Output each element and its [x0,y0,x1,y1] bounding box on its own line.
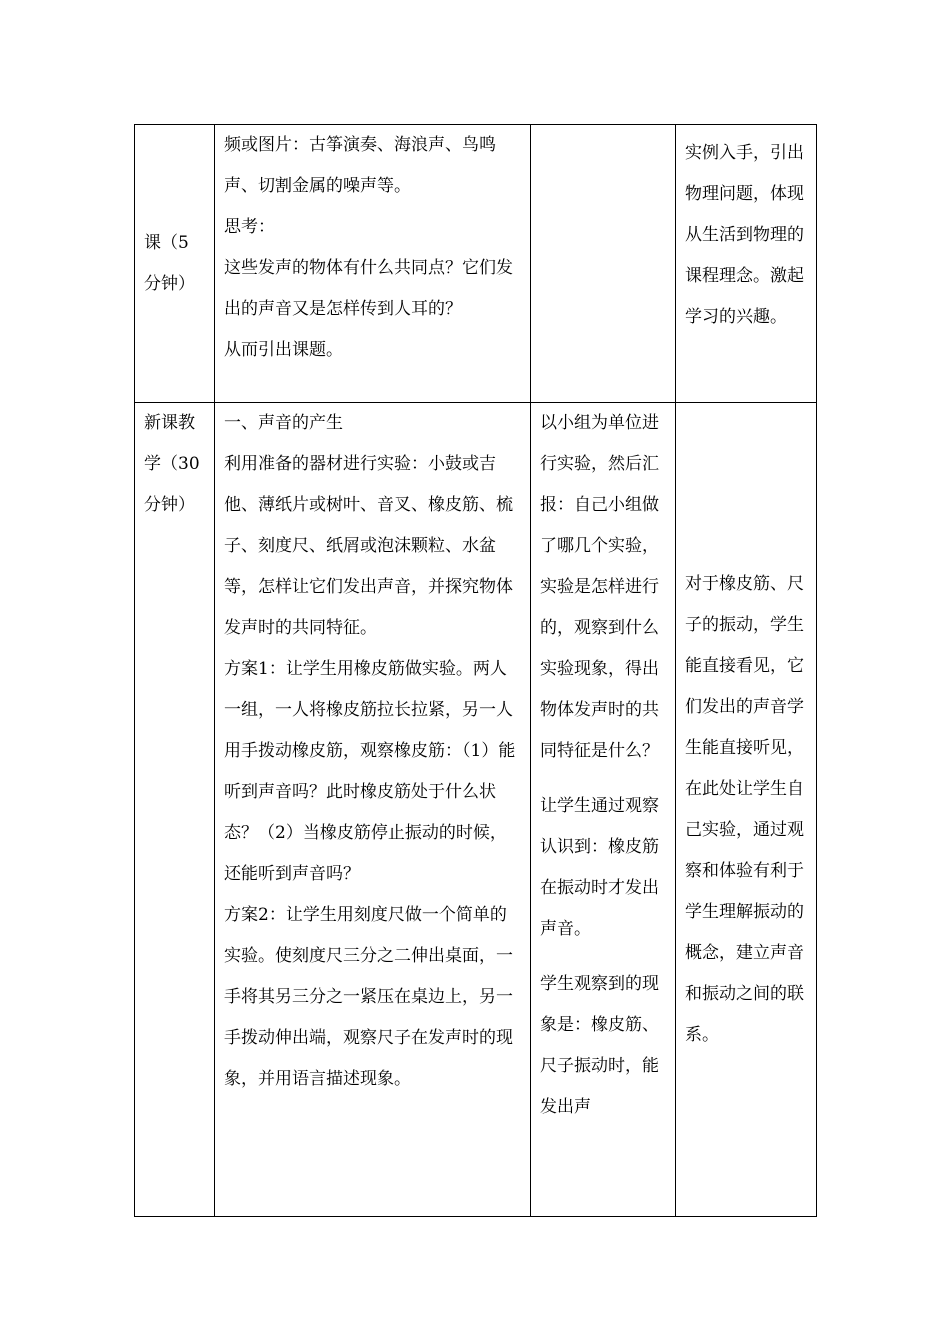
teacher-activity-cell [215,403,531,1217]
student-text: 学生观察到的现象是：橡皮筋、尺子振动时，能发出声 [540,974,659,1117]
table-row [135,125,817,403]
teacher-line: 方案1：让学生用橡皮筋做实验。两人一组，一人将橡皮筋拉长拉紧，另一人用手拨动橡皮筋，观察橡皮筋：（1）能听到声音吗？此时橡皮筋处于什么状态？（2）当橡皮筋停止振动的时候，还能听到声音吗？ [224,659,516,884]
teacher-line: 频或图片：古筝演奏、海浪声、鸟鸣声、切割金属的噪声等。 [224,135,496,196]
stage-label: 课（5分钟） [144,232,195,294]
design-intent-cell [676,125,817,403]
teacher-line: 这些发声的物体有什么共同点？它们发出的声音又是怎样传到人耳的？ [224,258,513,319]
lesson-plan-table [134,124,817,1217]
teacher-line: 方案2：让学生用刻度尺做一个简单的实验。使刻度尺三分之二伸出桌面，一手将其另三分之一紧压在桌边上，另一手拨动伸出端，观察尺子在发声时的现象，并用语言描述现象。 [224,905,513,1089]
stage-label: 新课教学（30分钟） [144,413,200,515]
table-row [135,403,817,1217]
teacher-line: 利用准备的器材进行实验：小鼓或吉他、薄纸片或树叶、音叉、橡皮筋、梳子、刻度尺、纸屑或泡沫颗粒、水盆等，怎样让它们发出声音，并探究物体发声时的共同特征。 [224,454,513,638]
teacher-activity-cell [215,125,531,403]
student-text: 以小组为单位进行实验，然后汇报：自己小组做了哪几个实验，实验是怎样进行的，观察到什么实验现象，得出物体发声时的共同特征是什么？ [540,413,659,761]
intent-text: 实例入手，引出物理问题，体现从生活到物理的课程理念。激起学习的兴趣。 [685,143,804,327]
section-heading: 一、声音的产生 [224,413,343,433]
student-activity-cell [531,125,676,403]
stage-cell [135,403,215,1217]
teacher-line: 思考： [224,217,275,237]
student-activity-cell [531,403,676,1217]
teacher-line: 从而引出课题。 [224,340,343,360]
intent-text: 对于橡皮筋、尺子的振动，学生能直接看见，它们发出的声音学生能直接听见，在此处让学生自己实验，通过观察和体验有利于学生理解振动的概念，建立声音和振动之间的联系。 [685,573,804,1045]
design-intent-cell [676,403,817,1217]
student-text: 让学生通过观察认识到：橡皮筋在振动时才发出声音。 [540,796,659,939]
stage-cell [135,125,215,403]
